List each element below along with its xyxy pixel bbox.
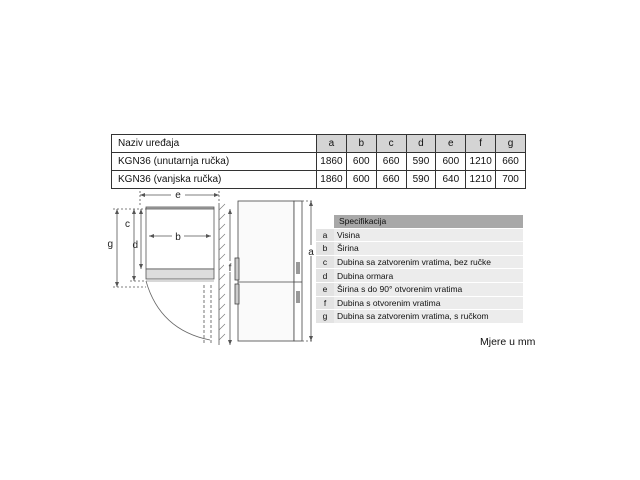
- table-header-col: b: [346, 135, 376, 153]
- label-c: c: [125, 219, 130, 230]
- legend-row: [316, 310, 523, 324]
- legend-text: Dubina ormara: [334, 269, 523, 283]
- label-e: e: [175, 190, 181, 201]
- legend-row: [316, 242, 523, 256]
- legend-row: [316, 255, 523, 269]
- legend-text: Dubina sa zatvorenim vratima, s ručkom: [334, 310, 523, 324]
- legend-key: f: [316, 296, 334, 310]
- fridge-top-view: [146, 204, 225, 345]
- table-header-col: d: [406, 135, 436, 153]
- table-cell: 600: [436, 153, 466, 171]
- table-cell: 600: [346, 153, 376, 171]
- table-cell: 700: [496, 171, 526, 189]
- legend-key: g: [316, 310, 334, 324]
- table-cell: 1210: [466, 171, 496, 189]
- legend-key: b: [316, 242, 334, 256]
- legend-key: e: [316, 282, 334, 296]
- table-header-col: f: [466, 135, 496, 153]
- table-cell-name: KGN36 (vanjska ručka): [112, 171, 317, 189]
- specification-legend: [316, 215, 523, 324]
- lower-handle: [235, 284, 239, 304]
- legend-header: [316, 215, 523, 228]
- legend-row: [316, 228, 523, 242]
- fridge-side-view: [235, 201, 302, 341]
- table-cell: 640: [436, 171, 466, 189]
- table-cell: 590: [406, 153, 436, 171]
- table-header-col: g: [496, 135, 526, 153]
- label-d: d: [132, 240, 138, 251]
- table-cell: 1210: [466, 153, 496, 171]
- dimension-f: [224, 209, 236, 345]
- table-cell: 590: [406, 171, 436, 189]
- table-cell-name: KGN36 (unutarnja ručka): [112, 153, 317, 171]
- legend-text: Širina s do 90° otvorenim vratima: [334, 282, 523, 296]
- table-cell: 600: [346, 171, 376, 189]
- dimension-e: [140, 189, 219, 205]
- legend-key: c: [316, 255, 334, 269]
- table-cell: 1860: [317, 171, 347, 189]
- legend-title: Specifikacija: [334, 215, 523, 228]
- legend-row: [316, 282, 523, 296]
- table-cell: 660: [376, 171, 406, 189]
- table-header-col: a: [317, 135, 347, 153]
- table-header-col: c: [376, 135, 406, 153]
- legend-key: a: [316, 228, 334, 242]
- label-g: g: [107, 239, 113, 250]
- legend-text: Dubina sa zatvorenim vratima, bez ručke: [334, 255, 523, 269]
- legend-text: Širina: [334, 242, 523, 256]
- table-cell: 660: [376, 153, 406, 171]
- legend-text: Visina: [334, 228, 523, 242]
- legend-row: [316, 296, 523, 310]
- label-f: f: [228, 263, 232, 274]
- legend-key: d: [316, 269, 334, 283]
- legend-text: Dubina s otvorenim vratima: [334, 296, 523, 310]
- label-b: b: [175, 232, 181, 243]
- upper-handle: [235, 258, 239, 280]
- table-cell: 660: [496, 153, 526, 171]
- unit-note: Mjere u mm: [480, 336, 536, 348]
- table-cell: 1860: [317, 153, 347, 171]
- legend-row: [316, 269, 523, 283]
- table-header-name: Naziv uređaja: [112, 135, 317, 153]
- label-a: a: [308, 247, 314, 258]
- dimension-a: [302, 201, 317, 341]
- legend-header-spacer: [316, 215, 334, 228]
- table-header-col: e: [436, 135, 466, 153]
